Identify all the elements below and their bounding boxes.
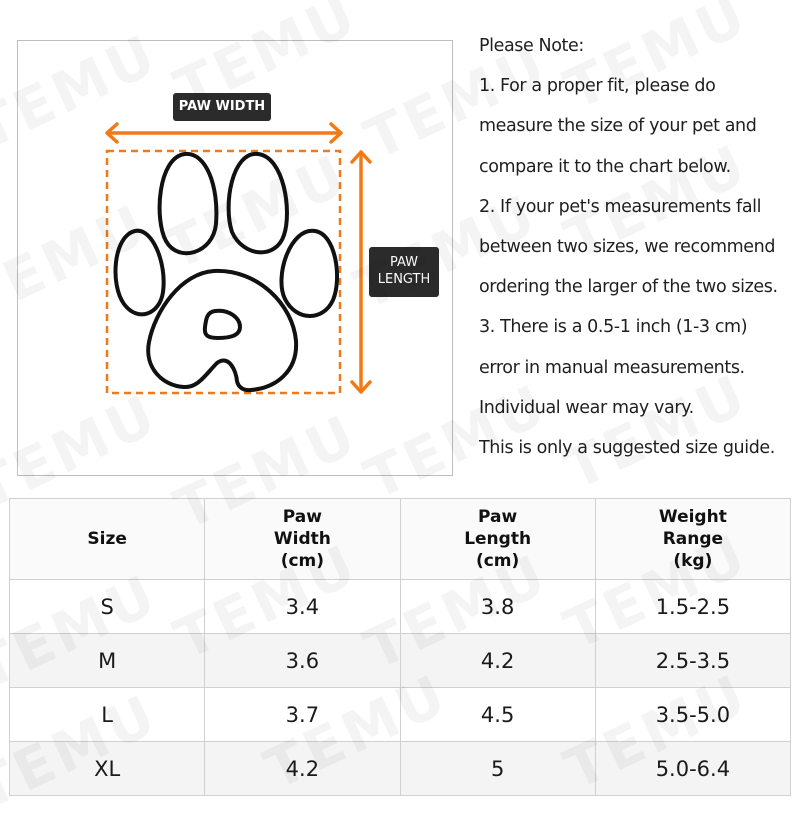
header-size [10,499,205,580]
cell-size: L [10,688,205,742]
note-line: ordering the larger of the two sizes. [479,277,778,298]
note-line: error in manual measurements. [479,357,745,378]
header-text: Range [662,529,724,549]
length-arrow [352,152,370,392]
cell-weight-range: 1.5-2.5 [595,580,790,634]
cell-weight-range: 3.5-5.0 [595,688,790,742]
table-row [10,688,791,742]
header-text: (cm) [475,551,520,571]
header-text: (cm) [280,551,325,571]
size-chart-table [9,498,791,796]
note-line: 2. If your pet's measurements fall [479,196,762,217]
cell-paw-width: 3.7 [205,688,400,742]
header-text: Size [87,529,127,549]
cell-paw-length: 4.5 [400,688,595,742]
header-paw-width [205,499,400,580]
paw-length-label-line2: LENGTH [377,272,431,287]
table-row [10,634,791,688]
cell-size: XL [10,742,205,796]
note-line: This is only a suggested size guide. [479,438,775,459]
note-line: 1. For a proper fit, please do [479,76,716,97]
header-text: (kg) [673,551,713,571]
cell-paw-length: 4.2 [400,634,595,688]
cell-size: M [10,634,205,688]
sizing-notes [479,26,799,468]
cell-weight-range: 5.0-6.4 [595,742,790,796]
header-paw-length [400,499,595,580]
header-text: Weight [658,507,727,527]
header-text: Length [464,529,532,549]
table-row [10,580,791,634]
paw-diagram [17,40,453,476]
cell-paw-length: 3.8 [400,580,595,634]
note-line: Individual wear may vary. [479,397,694,418]
cell-size: S [10,580,205,634]
note-line: between two sizes, we recommend [479,237,776,258]
header-weight-range [595,499,790,580]
note-line: measure the size of your pet and [479,116,757,137]
paw-width-label: PAW WIDTH [173,93,271,121]
note-line: compare it to the chart below. [479,156,731,177]
cell-paw-width: 3.6 [205,634,400,688]
cell-paw-width: 4.2 [205,742,400,796]
paw-print-icon [115,154,337,390]
header-text: Paw [282,507,322,527]
header-text: Width [273,529,331,549]
paw-length-label-line1: PAW [389,255,419,270]
table-header-row [10,499,791,580]
cell-paw-length: 5 [400,742,595,796]
cell-weight-range: 2.5-3.5 [595,634,790,688]
cell-paw-width: 3.4 [205,580,400,634]
header-text: Paw [478,507,518,527]
notes-heading: Please Note: [479,36,584,56]
paw-length-label [369,247,439,297]
note-line: 3. There is a 0.5-1 inch (1-3 cm) [479,317,748,338]
width-arrow [107,124,341,142]
table-row [10,742,791,796]
